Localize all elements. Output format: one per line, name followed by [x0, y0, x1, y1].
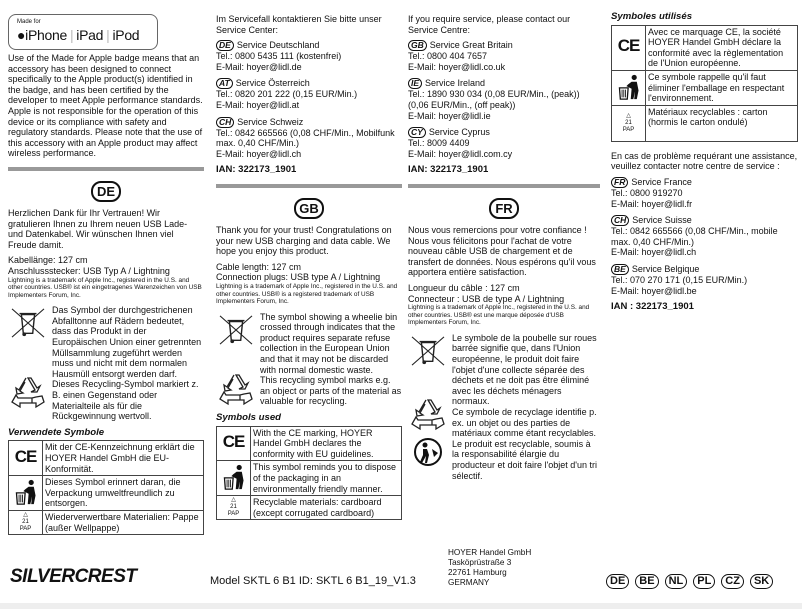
badge-made-for: Made for — [17, 19, 41, 25]
ce-mark-icon: CE — [14, 447, 37, 466]
triman-icon — [413, 437, 443, 467]
badge-ipad: iPad — [76, 27, 104, 43]
service-ie: IE Service Ireland Tel.: 1890 930 034 (0,08 EUR/Min., (peak)) (0,06 EUR/Min., (off peak)) E-Mail: hoyer@lidl.ie — [408, 78, 580, 121]
cable-length: Kabellänge: 127 cm — [8, 255, 88, 266]
service-ch: CH Service Schweiz Tel.: 0842 665566 (0,08 CHF/Min., Mobilfunk max. 0,40 CHF/Min.) E-Mail: hoyer@lidl.ch — [216, 116, 395, 159]
ce-mark-icon: CE — [222, 432, 245, 452]
service-ch: CH Service Suisse Tel.: 0842 665566 (0,08 CHF/Min., mobile max. 0,40 CHF/Min.) E-Mail: hoyer@lidl.ch — [611, 215, 778, 258]
trademark-note: Lightning is a trademark of Apple Inc., registered in the U.S. and other countries. USB® est une marque déposée d'USB Implementers Forum, Inc. — [408, 304, 590, 327]
page-bottom-edge — [0, 603, 802, 609]
pap-recycle-icon: △ 21 PAP — [19, 512, 32, 533]
weee-text: The symbol showing a wheelie bin crossed through indicates that the product requires separate refuse collection in the European Union and that it may not be discarded with normal domestic waste. — [260, 311, 398, 375]
service-gb: GB Service Great Britain Tel.: 0800 404 7657 E-Mail: hoyer@lidl.co.uk — [408, 40, 513, 72]
lang-code: NL — [665, 574, 688, 589]
intro-text: Herzlichen Dank für Ihr Vertrauen! Wir gratulieren Ihnen zu Ihrem neuen USB Lade- und Datenkabel. Wir wünschen Ihnen viel Freude damit. — [8, 207, 188, 250]
symbol-desc: Dieses Symbol erinnert daran, die Verpackung umweltfreundlich zu entsorgen. — [43, 476, 204, 511]
crossed-bin-icon — [9, 307, 47, 339]
lang-code-de: DE — [91, 181, 121, 202]
service-be: BE Service Belgique Tel.: 070 270 171 (0,15 EUR/Min.) E-Mail: hoyer@lidl.be — [611, 263, 748, 296]
trademark-note: Lightning is a trademark of Apple Inc., registered in the U.S. and other countries. USB® is a registered trademark of USB Implementers Forum, Inc. — [216, 282, 398, 306]
ian-number: IAN : 322173_1901 — [611, 301, 694, 313]
lang-code: PL — [693, 574, 715, 589]
symbols-heading: Verwendete Symbole — [8, 426, 105, 438]
lang-code: SK — [750, 574, 773, 589]
plug-type: Connection plugs: USB type A / Lightning — [216, 272, 381, 283]
cable-length: Cable length: 127 cm — [216, 261, 302, 272]
service-intro: En cas de problème requérant une assistance, veuillez contacter notre centre de service : — [611, 150, 798, 172]
lang-code: DE — [606, 574, 629, 589]
ian-number: IAN: 322173_1901 — [216, 164, 297, 176]
lang-code-fr: FR — [489, 198, 519, 219]
divider — [216, 184, 402, 188]
column-french-continued — [611, 12, 798, 313]
plug-type: Anschlussstecker: USB Typ A / Lightning — [8, 265, 170, 276]
pap-recycle-icon: △ 21 PAP — [227, 497, 240, 518]
service-intro: Im Servicefall kontaktieren Sie bitte unser Service Center: — [216, 14, 382, 35]
ce-mark-icon: CE — [617, 36, 640, 56]
symbol-desc: Matériaux recyclables : carton (hormis le carton ondulé) — [646, 105, 798, 141]
trademark-note: Lightning is a trademark of Apple Inc., registered in the U.S. and other countries. USB® ist ein eingetragenes Warenzeichen von USB Implementers Forum, Inc. — [8, 276, 202, 299]
tidyman-icon — [616, 74, 642, 100]
symbol-desc: Recyclable materials: cardboard (except corrugated cardboard) — [251, 496, 402, 520]
plug-type: Connecteur : USB de type A / Lightning — [408, 293, 565, 304]
service-fr: FR Service France Tel.: 0800 919270 E-Mail: hoyer@lidl.fr — [611, 176, 693, 209]
column-english — [216, 14, 402, 520]
tidyman-icon — [13, 479, 39, 505]
symbols-table — [8, 440, 204, 535]
symbols-table — [611, 25, 798, 142]
recycling-icon — [10, 375, 46, 409]
symbols-heading: Symbols used — [216, 412, 282, 424]
symbol-desc: Ce symbole rappelle qu'il faut éliminer l'emballage en respectant l'environnement. — [646, 70, 798, 105]
recycling-icon — [410, 397, 446, 431]
symbol-desc: This symbol reminds you to dispose of the packaging in an environmentally friendly manner. — [251, 461, 402, 496]
recycle-text: Ce symbole de recyclage identifie p. ex. un objet ou des parties de matériaux comme étant recyclables. — [452, 407, 597, 439]
service-cy: CY Service Cyprus Tel.: 8009 4409 E-Mail: hoyer@lidl.com.cy — [408, 127, 513, 159]
divider — [408, 184, 600, 188]
divider — [8, 167, 204, 171]
column-french — [408, 14, 600, 481]
badge-iphone: iPhone — [25, 27, 67, 43]
crossed-bin-icon — [217, 314, 255, 346]
symbol-desc: Mit der CE-Kennzeichnung erklärt die HOYER Handel GmbH die EU-Konformität. — [43, 441, 204, 476]
service-at: AT Service Österreich Tel.: 0820 201 222 (0,15 EUR/Min.) E-Mail: hoyer@lidl.at — [216, 78, 358, 110]
service-de: DE Service Deutschland Tel.: 0800 5435 111 (kostenfrei) E-Mail: hoyer@lidl.de — [216, 40, 342, 72]
recycle-text: This recycling symbol marks e.g. an object or parts of the material as valuable for recycling. — [260, 375, 402, 407]
intro-text: Thank you for your trust! Congratulations on your new USB charging and data cable. We hope you enjoy this product. — [216, 224, 392, 257]
ian-number: IAN: 322173_1901 — [408, 164, 489, 176]
apple-icon: ● — [17, 27, 26, 43]
service-intro: If you require service, please contact our Service Centre: — [408, 14, 571, 35]
weee-text: Le symbole de la poubelle sur roues barrée signifie que, dans l'Union européenne, le produit doit faire l'objet d'une collecte séparée des déchets et ne doit pas être éliminé avec les déchets ménagers normaux. — [452, 332, 597, 407]
recycle-text: Dieses Recycling-Symbol markiert z. B. einen Gegenstand oder Materialteile als für die Rückgewinnung wertvoll. — [52, 379, 199, 422]
made-for-apple-badge: Made for ●iPhone | iPad | iPod — [8, 14, 158, 50]
intro-text: Nous vous remercions pour votre confiance ! Nous vous félicitons pour l'achat de votre nouveau câble USB de chargement et de transfert de données. Nous espérons qu'il vous apportera entière satisfaction. — [408, 224, 596, 278]
model-id: Model SKTL 6 B1 ID: SKTL 6 B1_19_V1.3 — [210, 575, 416, 587]
symbols-table — [216, 426, 402, 521]
manufacturer-address: HOYER Handel GmbH Tasköprüstraße 3 22761 Hamburg GERMANY — [448, 548, 532, 587]
symbol-desc: Avec ce marquage CE, la société HOYER Handel GmbH déclare la conformité avec la règlementation de l'Union européenne. — [646, 25, 798, 70]
tidyman-icon — [221, 464, 247, 490]
lang-code: BE — [635, 574, 658, 589]
column-german — [8, 0, 204, 535]
symbol-desc: Wiederverwertbare Materialien: Pappe (außer Wellpappe) — [43, 510, 204, 534]
weee-text: Das Symbol der durchgestrichenen Abfalltonne auf Rädern bedeutet, dass das Produkt in der Europäischen Union einer getrennten Müllsammlung zugeführt werden muss und nicht mit dem normalen Hausmüll entsorgt werden darf. — [52, 305, 202, 379]
cable-length: Longueur du câble : 127 cm — [408, 282, 520, 293]
badge-ipod: iPod — [112, 27, 140, 43]
pap-recycle-icon: △ 21 PAP — [622, 112, 635, 133]
triman-text: Le produit est recyclable, soumis à la responsabilité élargie du producteur et doit faire l'objet d'un tri sélectif. — [452, 438, 598, 481]
symbol-desc: With the CE marking, HOYER Handel GmbH declares the conformity with EU guidelines. — [251, 426, 402, 461]
recycling-icon — [218, 372, 254, 406]
country-codes — [606, 574, 773, 589]
silvercrest-logo: SILVERCREST — [10, 566, 137, 587]
symbols-heading: Symboles utilisés — [611, 11, 693, 22]
lang-code-gb: GB — [294, 198, 324, 219]
lang-code: CZ — [721, 574, 744, 589]
apple-notice: Use of the Made for Apple badge means that an accessory has been designed to connect specifically to the Apple product(s) identified in the badge, and has been certified by the developer to meet Apple performance standards. Apple is not responsible for the operation of this device or its compliance with safety and regulatory standards. Please note that the use of this accessory with an Apple product may affect wireless performance. — [8, 53, 203, 159]
crossed-bin-icon — [409, 335, 447, 367]
